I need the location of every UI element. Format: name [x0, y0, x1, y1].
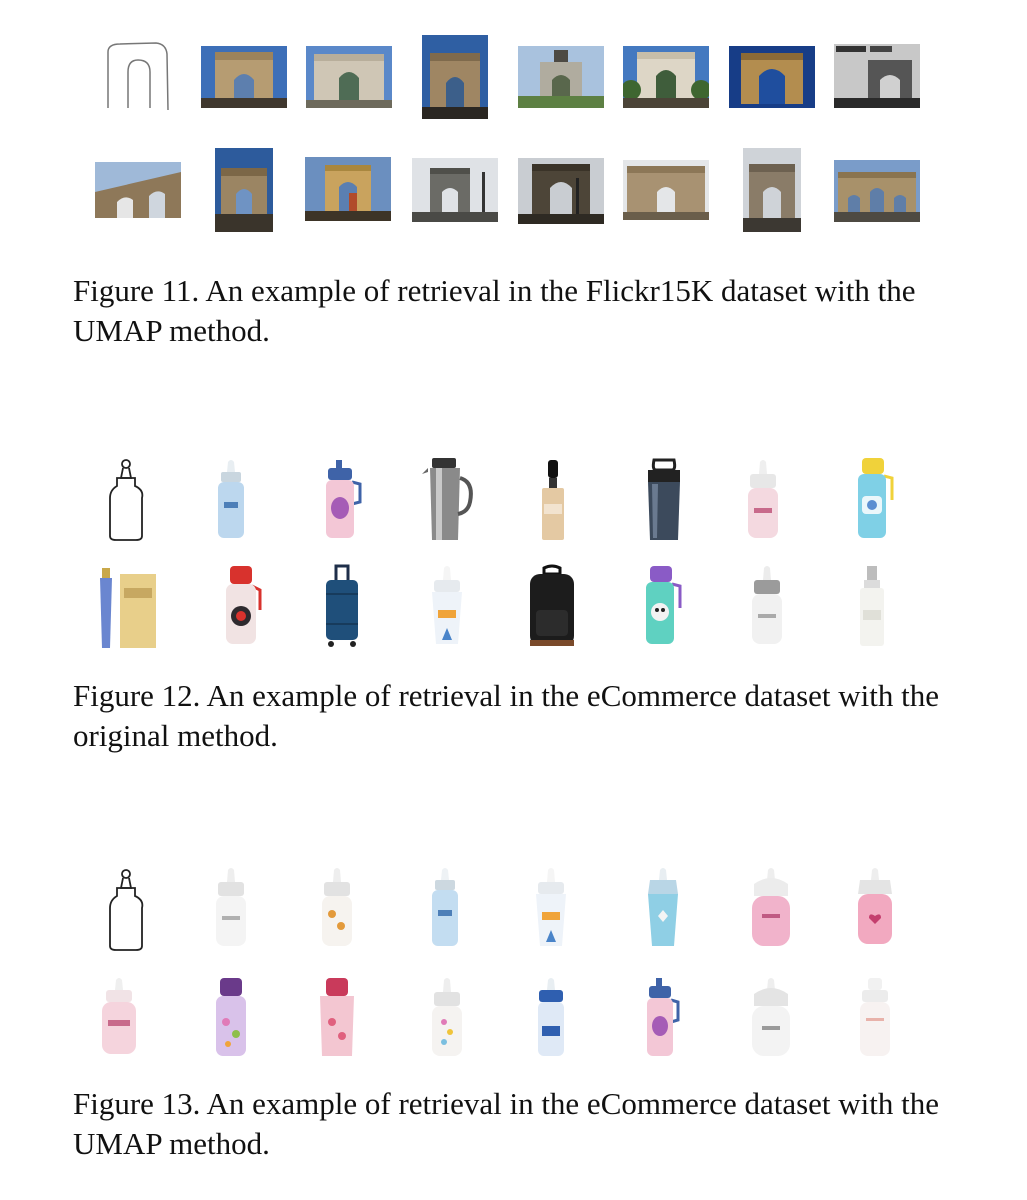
bottle-sketch-icon — [100, 866, 152, 952]
backpack-icon — [522, 564, 582, 650]
arch-photo-icon — [215, 148, 273, 232]
bottle-sketch-icon — [100, 456, 152, 542]
sippy-cup-icon — [208, 976, 254, 1060]
arch-sketch-icon — [100, 38, 174, 114]
sippy-cup-icon — [640, 976, 682, 1060]
figure-11-caption: Figure 11. An example of retrieval in the Flickr15K dataset with the UMAP method. — [73, 273, 916, 348]
arch-photo-icon — [623, 46, 709, 108]
suitcase-icon — [322, 564, 362, 650]
sippy-cup-icon — [852, 456, 896, 542]
arch-photo-icon — [305, 157, 391, 221]
arch-photo-icon — [422, 35, 488, 119]
sippy-cup-icon — [312, 976, 362, 1060]
baby-bottle-icon — [208, 866, 254, 950]
baby-bottle-icon — [852, 866, 898, 950]
serum-bottle-icon — [852, 564, 892, 650]
arch-photo-icon — [201, 46, 287, 108]
baby-bottle-icon — [424, 976, 470, 1060]
baby-bottle-icon — [638, 866, 688, 950]
tumbler-icon — [642, 458, 686, 542]
baby-bottle-icon — [92, 976, 146, 1058]
baby-bottle-icon — [314, 866, 360, 950]
arch-photo-icon — [518, 158, 604, 224]
baby-bottle-icon — [424, 866, 466, 950]
sippy-cup-icon — [640, 564, 684, 648]
baby-bottle-icon — [744, 564, 790, 648]
arch-photo-icon — [518, 46, 604, 108]
figure-13-caption: Figure 13. An example of retrieval in the eCommerce dataset with the UMAP method. — [73, 1086, 940, 1161]
arch-photo-icon — [834, 160, 920, 222]
perfume-icon — [94, 564, 160, 650]
baby-bottle-icon — [744, 866, 798, 950]
arch-photo-icon — [412, 158, 498, 222]
arch-photo-icon — [743, 148, 801, 232]
baby-bottle-icon — [744, 976, 798, 1060]
dropper-bottle-icon — [538, 458, 568, 542]
baby-bottle-icon — [528, 866, 574, 950]
arch-photo-icon — [623, 160, 709, 220]
arch-photo-icon — [834, 44, 920, 108]
baby-bottle-icon — [740, 458, 786, 542]
figure-12-caption: Figure 12. An example of retrieval in the eCommerce dataset with the original method. — [73, 678, 940, 753]
baby-bottle-icon — [210, 458, 252, 542]
sippy-cup-icon — [218, 564, 264, 648]
baby-bottle-icon — [424, 564, 470, 648]
arch-photo-icon — [95, 162, 181, 218]
thermos-icon — [418, 456, 476, 542]
arch-photo-icon — [306, 46, 392, 108]
baby-bottle-icon — [530, 976, 572, 1060]
sippy-cup-icon — [318, 458, 364, 542]
arch-photo-icon — [729, 46, 815, 108]
baby-bottle-icon — [852, 976, 898, 1060]
